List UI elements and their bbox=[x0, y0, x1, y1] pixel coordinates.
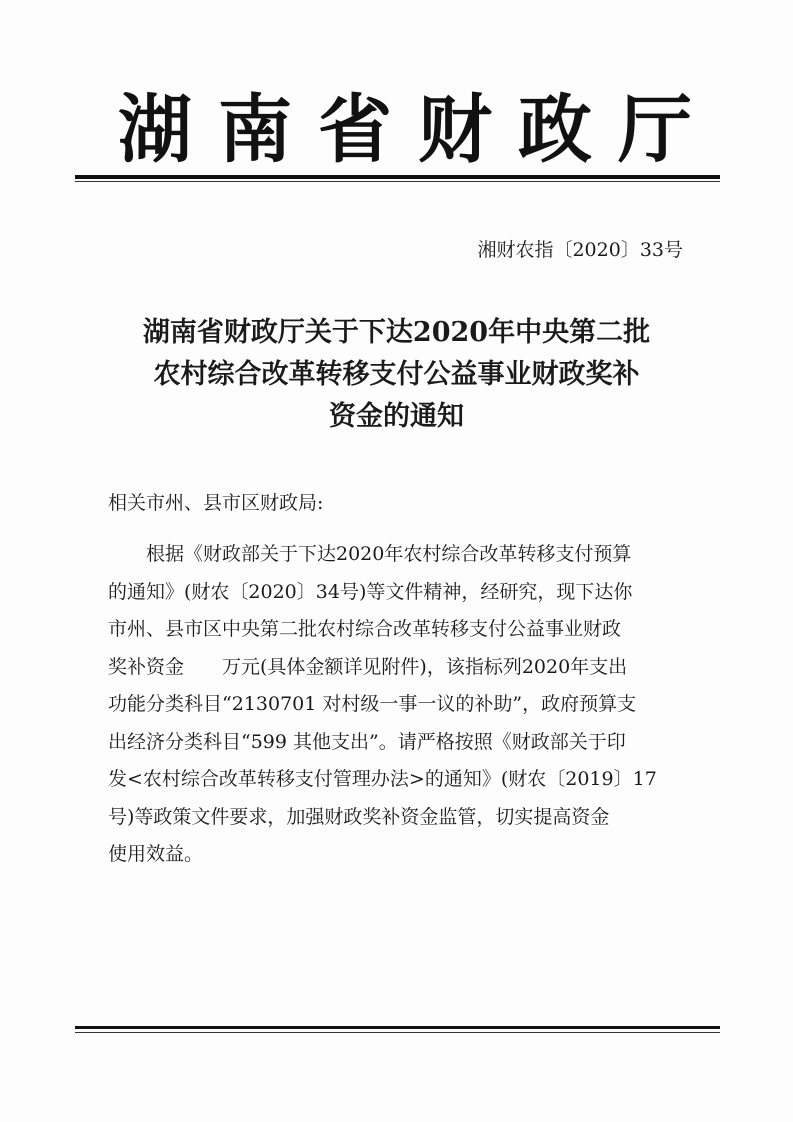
letterhead-rule-thick bbox=[75, 175, 720, 179]
body-line: 功能分类科目“2130701 对村级一事一议的补助”，政府预算支 bbox=[108, 693, 637, 715]
body-line: 使用效益。 bbox=[108, 843, 204, 865]
document-number: 湘财农指〔2020〕33号 bbox=[477, 239, 683, 261]
agency-letterhead: 湖南省财政厅 bbox=[118, 87, 718, 173]
body-line: 奖补资金 万元(具体金额详见附件)，该指标列2020年支出 bbox=[108, 655, 628, 678]
body-paragraph bbox=[108, 536, 688, 874]
letterhead-rule-thin bbox=[75, 181, 720, 182]
footer-rule-thin bbox=[75, 1032, 720, 1033]
body-line: 根据《财政部关于下达2020年农村综合改革转移支付预算 bbox=[108, 543, 632, 565]
body-line: 发<农村综合改革转移支付管理办法>的通知》(财农〔2019〕17 bbox=[108, 768, 657, 790]
title-line-3: 资金的通知 bbox=[329, 401, 464, 432]
title-line-1: 湖南省财政厅关于下达2020年中央第二批 bbox=[142, 317, 651, 348]
salutation: 相关市州、县市区财政局: bbox=[108, 492, 324, 514]
body-line: 的通知》(财农〔2020〕34号)等文件精神，经研究，现下达你 bbox=[108, 580, 633, 603]
document-title bbox=[90, 312, 703, 438]
footer-rule-thick bbox=[75, 1026, 720, 1029]
body-line: 号)等政策文件要求，加强财政奖补资金监管，切实提高资金 bbox=[108, 805, 610, 828]
body-line: 出经济分类科目“599 其他支出”。请严格按照《财政部关于印 bbox=[108, 730, 626, 753]
body-line: 市州、县市区中央第二批农村综合改革转移支付公益事业财政 bbox=[108, 618, 622, 640]
title-line-2: 农村综合改革转移支付公益事业财政奖补 bbox=[153, 359, 640, 390]
